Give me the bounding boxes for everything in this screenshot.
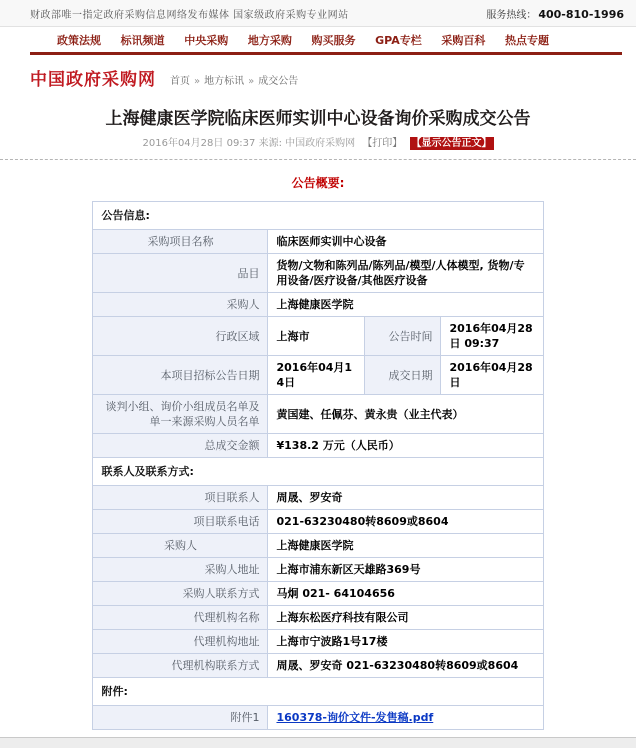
field-label: 代理机构联系方式 (93, 654, 268, 678)
table-row (93, 356, 543, 395)
show-announcement-badge[interactable]: 【显示公告正文】 (411, 138, 492, 149)
section-heading: 联系人及联系方式: (93, 458, 543, 486)
field-label: 采购人 (93, 534, 268, 558)
breadcrumb-separator: » (194, 76, 201, 87)
field-value: 上海市浦东新区天雄路369号 (268, 558, 543, 582)
main-nav (0, 27, 636, 52)
table-row (93, 558, 543, 582)
hotline-number: 400-810-1996 (538, 7, 624, 21)
field-value: 周晟、罗安奇 021-63230480转8609或8604 (268, 654, 543, 678)
field-value: 货物/文物和陈列品/陈列品/模型/人体模型, 货物/专用设备/医疗设备/其他医疗设备 (268, 254, 543, 293)
dotted-divider (0, 159, 636, 160)
field-label: 总成交金额 (93, 434, 268, 458)
breadcrumb (170, 72, 298, 87)
field-value (268, 706, 543, 730)
table-row (93, 230, 543, 254)
table-row (93, 706, 543, 730)
table-row (93, 654, 543, 678)
table-row (93, 202, 543, 230)
meta-text: 2016年04月28日 09:37 来源: 中国政府采购网 (142, 138, 356, 149)
nav-item-5[interactable]: 购买服务 (311, 33, 356, 47)
footer-band (0, 737, 636, 748)
field-value: 黄国建、任佩芬、黄永贵（业主代表） (268, 395, 543, 434)
table-row (93, 606, 543, 630)
field-value: 周晟、罗安奇 (268, 486, 543, 510)
hotline-label: 服务热线： (486, 9, 537, 21)
field-label: 成交日期 (365, 356, 441, 395)
table-row (93, 486, 543, 510)
nav-item-2[interactable]: 标讯频道 (120, 33, 165, 47)
section-heading: 公告信息: (93, 202, 543, 230)
announcement-table (92, 201, 543, 730)
table-row (93, 582, 543, 606)
field-value: 上海健康医学院 (268, 293, 543, 317)
field-value: 2016年04月28日 09:37 (441, 317, 543, 356)
site-tagline: 财政部唯一指定政府采购信息网络发布媒体 国家级政府采购专业网站 (30, 9, 349, 21)
field-value: 2016年04月28日 (441, 356, 543, 395)
table-row (93, 458, 543, 486)
field-label: 附件1 (93, 706, 268, 730)
breadcrumb-item-3[interactable]: 成交公告 (258, 76, 299, 87)
nav-item-6[interactable]: GPA专栏 (375, 33, 422, 47)
section-heading: 附件: (93, 678, 543, 706)
field-label: 采购人地址 (93, 558, 268, 582)
print-button[interactable]: 【打印】 (362, 138, 403, 149)
table-row (93, 434, 543, 458)
field-value: 021-63230480转8609或8604 (268, 510, 543, 534)
topbar (0, 0, 636, 27)
nav-item-7[interactable]: 采购百科 (441, 33, 486, 47)
table-row (93, 630, 543, 654)
table-row (93, 254, 543, 293)
field-value: 上海市宁波路1号17楼 (268, 630, 543, 654)
breadcrumb-item-1[interactable]: 首页 (170, 76, 190, 87)
field-label: 行政区域 (93, 317, 268, 356)
attachment-link[interactable]: 160378-询价文件-发售稿.pdf (276, 711, 434, 724)
nav-item-3[interactable]: 中央采购 (184, 33, 229, 47)
field-label: 代理机构地址 (93, 630, 268, 654)
field-label: 采购项目名称 (93, 230, 268, 254)
nav-item-8[interactable]: 热点专题 (504, 33, 549, 47)
field-label: 项目联系电话 (93, 510, 268, 534)
table-row (93, 317, 543, 356)
table-row (93, 293, 543, 317)
field-value: 马炯 021- 64104656 (268, 582, 543, 606)
article-meta (0, 134, 636, 149)
summary-heading: 公告概要: (291, 176, 345, 190)
service-hotline (486, 6, 624, 21)
field-value: ¥138.2 万元（人民币） (268, 434, 543, 458)
nav-item-4[interactable]: 地方采购 (247, 33, 292, 47)
field-label: 采购人联系方式 (93, 582, 268, 606)
table-row (93, 534, 543, 558)
field-label: 公告时间 (365, 317, 441, 356)
field-label: 本项目招标公告日期 (93, 356, 268, 395)
logo-row (0, 55, 636, 96)
nav-item-1[interactable]: 政策法规 (57, 33, 101, 47)
field-value: 上海东松医疗科技有限公司 (268, 606, 543, 630)
field-value: 2016年04月14日 (268, 356, 365, 395)
breadcrumb-separator: » (248, 76, 255, 87)
field-label: 采购人 (93, 293, 268, 317)
page-title: 上海健康医学院临床医师实训中心设备询价采购成交公告 (105, 109, 531, 129)
field-value: 上海健康医学院 (268, 534, 543, 558)
site-logo[interactable]: 中国政府采购网 (30, 70, 156, 90)
field-label: 代理机构名称 (93, 606, 268, 630)
table-row (93, 678, 543, 706)
field-value: 临床医师实训中心设备 (268, 230, 543, 254)
breadcrumb-item-2[interactable]: 地方标讯 (204, 76, 245, 87)
field-label: 品目 (93, 254, 268, 293)
field-label: 谈判小组、询价小组成员名单及单一来源采购人员名单 (93, 395, 268, 434)
field-value: 上海市 (268, 317, 365, 356)
field-label: 项目联系人 (93, 486, 268, 510)
table-row (93, 395, 543, 434)
table-row (93, 510, 543, 534)
